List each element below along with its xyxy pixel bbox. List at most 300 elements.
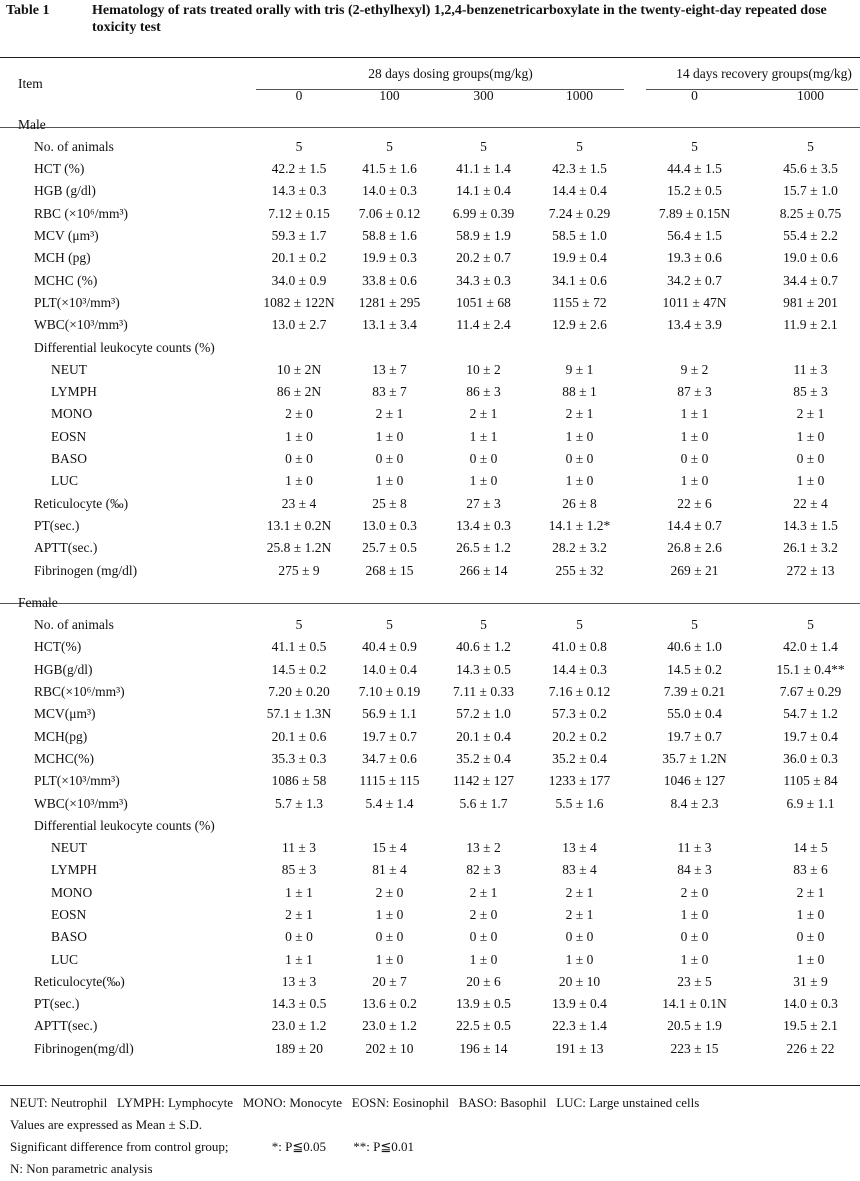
section-title-row <box>0 582 860 614</box>
table-row <box>0 949 860 971</box>
row-label: HCT(%) <box>34 639 82 655</box>
cell-value: 7.39 ± 0.21 <box>663 684 726 700</box>
cell-value: 20 ± 10 <box>558 973 601 989</box>
footnotes <box>10 1092 699 1180</box>
cell-value: 2 ± 0 <box>375 884 404 900</box>
table-row <box>0 470 860 492</box>
cell-value: 88 ± 1 <box>562 384 597 400</box>
cell-value: 35.2 ± 0.4 <box>552 750 607 766</box>
table-row <box>0 1015 860 1037</box>
cell-value: 1 ± 0 <box>565 428 594 444</box>
cell-value: 35.2 ± 0.4 <box>456 750 511 766</box>
section-title-female: Female <box>18 594 58 610</box>
cell-value <box>343 337 436 359</box>
cell-value: 34.7 ± 0.6 <box>362 750 417 766</box>
cell-value: 1 ± 0 <box>375 951 404 967</box>
cell-value: 5 <box>691 138 698 154</box>
cell-value: 7.20 ± 0.20 <box>268 684 330 700</box>
row-label: HGB(g/dl) <box>34 661 93 677</box>
row-label: LYMPH <box>51 862 97 878</box>
cell-value: 26.5 ± 1.2 <box>456 540 511 556</box>
cell-value: 13.0 ± 0.3 <box>362 517 417 533</box>
cell-value: 20 ± 7 <box>372 973 407 989</box>
table-row <box>0 926 860 948</box>
cell-value: 6.9 ± 1.1 <box>786 795 835 811</box>
row-label: BASO <box>51 929 88 945</box>
cell-value: 1 ± 0 <box>469 951 498 967</box>
cell-value: 14.4 ± 0.4 <box>552 183 607 199</box>
cell-value: 1 ± 0 <box>796 428 825 444</box>
cell-value: 26 ± 8 <box>562 495 597 511</box>
cell-value: 1 ± 0 <box>565 951 594 967</box>
table-row <box>0 314 860 336</box>
cell-value: 85 ± 3 <box>281 862 317 878</box>
cell-value: 6.99 ± 0.39 <box>452 205 515 221</box>
cell-value: 2 ± 1 <box>375 406 404 422</box>
cell-value: 19.5 ± 2.1 <box>783 1018 838 1034</box>
cell-value: 1 ± 1 <box>285 951 313 967</box>
hematology-table <box>0 63 860 1060</box>
cell-value: 22.5 ± 0.5 <box>456 1018 511 1034</box>
cell-value <box>531 815 628 837</box>
cell-value: 14.0 ± 0.3 <box>783 996 838 1012</box>
table-row <box>0 515 860 537</box>
cell-value: 5 <box>480 138 487 154</box>
cell-value: 1155 ± 72 <box>552 294 607 310</box>
cell-value: 59.3 ± 1.7 <box>271 228 327 244</box>
row-label: RBC (×10⁶/mm³) <box>34 205 128 221</box>
cell-value: 0 ± 0 <box>796 929 825 945</box>
section-title-row <box>0 108 860 136</box>
row-label: Fibrinogen(mg/dl) <box>34 1040 134 1056</box>
table-row <box>0 158 860 180</box>
cell-value: 5 <box>691 617 698 633</box>
cell-value: 189 ± 20 <box>275 1040 323 1056</box>
cell-value: 13.9 ± 0.4 <box>552 996 607 1012</box>
cell-value <box>255 815 343 837</box>
cell-value: 11.9 ± 2.1 <box>783 317 838 333</box>
table-row <box>0 270 860 292</box>
row-label: APTT(sec.) <box>34 540 98 556</box>
header-row-groups <box>0 63 860 85</box>
cell-value: 1 ± 0 <box>469 473 498 489</box>
cell-value: 1281 ± 295 <box>358 294 421 310</box>
cell-value: 23.0 ± 1.2 <box>271 1018 327 1034</box>
cell-value: 1 ± 0 <box>796 906 825 922</box>
table-row <box>0 1038 860 1060</box>
cell-value: 13.1 ± 0.2N <box>266 517 332 533</box>
cell-value: 58.5 ± 1.0 <box>552 228 607 244</box>
cell-value: 9 ± 1 <box>565 361 594 377</box>
cell-value: 5 <box>295 138 303 154</box>
footnote-abbreviations: NEUT: Neutrophil LYMPH: Lymphocyte MONO: Monocyte EOSN: Eosinophil BASO: Basophil LUC: Large unstained cells <box>10 1095 700 1110</box>
cell-value: 7.10 ± 0.19 <box>358 684 421 700</box>
cell-value: 20.2 ± 0.7 <box>456 250 511 266</box>
row-label: PT(sec.) <box>34 517 80 533</box>
cell-value: 26.8 ± 2.6 <box>667 540 722 556</box>
row-label: MCH(pg) <box>34 728 88 744</box>
cell-value: 2 ± 1 <box>469 406 498 422</box>
cell-value: 9 ± 2 <box>680 361 709 377</box>
table-row <box>0 537 860 559</box>
header-recovery-group: 14 days recovery groups(mg/kg) <box>676 66 852 81</box>
cell-value: 81 ± 4 <box>372 862 407 878</box>
cell-value: 7.11 ± 0.33 <box>453 684 514 700</box>
cell-value: 83 ± 7 <box>372 384 407 400</box>
cell-value: 15.2 ± 0.5 <box>667 183 722 199</box>
cell-value: 40.4 ± 0.9 <box>362 639 417 655</box>
row-label: MCHC(%) <box>34 750 94 766</box>
cell-value <box>436 337 531 359</box>
cell-value: 23.0 ± 1.2 <box>362 1018 417 1034</box>
cell-value: 13 ± 2 <box>466 840 501 856</box>
cell-value: 7.06 ± 0.12 <box>358 205 421 221</box>
header-dose: 0 <box>295 88 303 104</box>
cell-value: 13.0 ± 2.7 <box>271 317 327 333</box>
cell-value: 266 ± 14 <box>459 562 508 578</box>
header-dose: 1000 <box>797 88 824 104</box>
cell-value: 1 ± 0 <box>375 906 404 922</box>
cell-value: 1082 ± 122N <box>263 294 335 310</box>
cell-value: 5.7 ± 1.3 <box>275 795 323 811</box>
cell-value: 1 ± 0 <box>565 473 594 489</box>
header-dosing-group: 28 days dosing groups(mg/kg) <box>368 66 533 81</box>
cell-value: 22 ± 4 <box>793 495 828 511</box>
row-label: LYMPH <box>51 384 97 400</box>
cell-value <box>531 337 628 359</box>
cell-value: 36.0 ± 0.3 <box>783 750 838 766</box>
row-label: WBC(×10³/mm³) <box>34 795 128 811</box>
cell-value: 14.3 ± 1.5 <box>783 517 838 533</box>
cell-value: 10 ± 2N <box>276 361 322 377</box>
row-label: APTT(sec.) <box>34 1018 98 1034</box>
male-section <box>0 108 860 582</box>
cell-value: 7.89 ± 0.15N <box>658 205 731 221</box>
cell-value: 22 ± 6 <box>677 495 712 511</box>
cell-value: 196 ± 14 <box>459 1040 508 1056</box>
cell-value: 14.4 ± 0.7 <box>667 517 722 533</box>
cell-value: 20.1 ± 0.4 <box>456 728 511 744</box>
cell-value: 13.1 ± 3.4 <box>362 317 417 333</box>
cell-value: 1 ± 1 <box>469 428 498 444</box>
row-label: LUC <box>51 951 78 967</box>
table-row <box>0 837 860 859</box>
row-label: WBC(×10³/mm³) <box>34 317 128 333</box>
cell-value: 1 ± 0 <box>375 473 404 489</box>
cell-value: 2 ± 1 <box>285 906 313 922</box>
cell-value: 5 <box>576 617 583 633</box>
cell-value: 15.1 ± 0.4** <box>776 661 845 677</box>
cell-value: 14.0 ± 0.3 <box>362 183 417 199</box>
cell-value: 13 ± 7 <box>372 361 407 377</box>
cell-value: 2 ± 0 <box>285 406 313 422</box>
cell-value: 13.9 ± 0.5 <box>456 996 511 1012</box>
cell-value: 226 ± 22 <box>786 1040 835 1056</box>
cell-value: 1 ± 0 <box>285 428 313 444</box>
cell-value: 41.0 ± 0.8 <box>552 639 607 655</box>
table-row <box>0 614 860 636</box>
cell-value: 1 ± 1 <box>285 884 313 900</box>
cell-value: 0 ± 0 <box>285 451 313 467</box>
cell-value: 83 ± 4 <box>562 862 597 878</box>
cell-value: 0 ± 0 <box>680 451 709 467</box>
table-row <box>0 726 860 748</box>
footnote-significance <box>10 1136 699 1158</box>
cell-value: 56.4 ± 1.5 <box>667 228 722 244</box>
cell-value: 11.4 ± 2.4 <box>456 317 511 333</box>
table-row <box>0 748 860 770</box>
cell-value: 2 ± 0 <box>469 906 498 922</box>
cell-value: 7.67 ± 0.29 <box>779 684 842 700</box>
table-row <box>0 448 860 470</box>
row-label: NEUT <box>51 361 87 377</box>
table-row <box>0 882 860 904</box>
cell-value: 13.4 ± 3.9 <box>667 317 722 333</box>
table-row <box>0 203 860 225</box>
cell-value: 5 <box>480 617 487 633</box>
row-label: MCV (μm³) <box>34 228 99 244</box>
female-section <box>0 582 860 1060</box>
table-row <box>0 493 860 515</box>
cell-value: 5 <box>386 138 393 154</box>
row-label: MCHC (%) <box>34 272 98 288</box>
row-label: No. of animals <box>34 617 114 633</box>
row-label: PLT(×10³/mm³) <box>34 773 120 789</box>
cell-value: 10 ± 2 <box>466 361 501 377</box>
row-label: Reticulocyte(‰) <box>34 973 125 989</box>
cell-value: 1 ± 0 <box>796 951 825 967</box>
cell-value: 1 ± 0 <box>285 473 313 489</box>
cell-value: 31 ± 9 <box>793 973 828 989</box>
cell-value: 0 ± 0 <box>469 929 498 945</box>
row-label: MCV(μm³) <box>34 706 96 722</box>
table-label: Table 1 <box>6 3 50 18</box>
cell-value: 27 ± 3 <box>466 495 501 511</box>
footnote-sig-label: Significant difference from control group; <box>10 1139 229 1154</box>
cell-value: 14.1 ± 1.2* <box>548 517 611 533</box>
cell-value: 57.1 ± 1.3N <box>266 706 332 722</box>
cell-value: 14.1 ± 0.4 <box>456 183 511 199</box>
cell-value: 1046 ± 127 <box>663 773 726 789</box>
cell-value: 7.24 ± 0.29 <box>548 205 611 221</box>
table-row <box>0 180 860 202</box>
cell-value: 34.3 ± 0.3 <box>456 272 511 288</box>
cell-value: 45.6 ± 3.5 <box>783 161 838 177</box>
row-label: EOSN <box>51 906 87 922</box>
table-row <box>0 659 860 681</box>
row-label: PLT(×10³/mm³) <box>34 294 120 310</box>
cell-value: 5.5 ± 1.6 <box>555 795 604 811</box>
table-row <box>0 793 860 815</box>
table-row <box>0 359 860 381</box>
cell-value: 1 ± 0 <box>375 428 404 444</box>
table-row <box>0 971 860 993</box>
row-label: Reticulocyte (‰) <box>34 495 129 511</box>
cell-value: 0 ± 0 <box>565 451 594 467</box>
cell-value: 14.0 ± 0.4 <box>362 661 417 677</box>
cell-value: 1051 ± 68 <box>456 294 511 310</box>
cell-value: 2 ± 1 <box>469 884 498 900</box>
cell-value: 83 ± 6 <box>793 862 828 878</box>
table-row <box>0 681 860 703</box>
cell-value: 13 ± 3 <box>281 973 317 989</box>
cell-value: 26.1 ± 3.2 <box>783 540 838 556</box>
cell-value: 25 ± 8 <box>372 495 407 511</box>
cell-value: 20 ± 6 <box>466 973 501 989</box>
cell-value: 20.1 ± 0.6 <box>271 728 327 744</box>
row-label: HCT (%) <box>34 161 85 177</box>
cell-value: 20.2 ± 0.2 <box>552 728 607 744</box>
footnote-values: Values are expressed as Mean ± S.D. <box>10 1117 202 1132</box>
cell-value: 275 ± 9 <box>278 562 320 578</box>
cell-value: 54.7 ± 1.2 <box>783 706 838 722</box>
row-label: HGB (g/dl) <box>34 183 96 199</box>
table-row <box>0 815 860 837</box>
cell-value: 191 ± 13 <box>555 1040 604 1056</box>
table-row <box>0 247 860 269</box>
cell-value: 19.0 ± 0.6 <box>783 250 838 266</box>
cell-value <box>761 337 860 359</box>
cell-value: 19.7 ± 0.4 <box>783 728 838 744</box>
cell-value: 42.2 ± 1.5 <box>271 161 327 177</box>
cell-value: 35.3 ± 0.3 <box>271 750 327 766</box>
footnote-sig-1: *: P≦0.05 <box>271 1139 327 1154</box>
table-row <box>0 560 860 582</box>
cell-value: 0 ± 0 <box>375 929 404 945</box>
cell-value: 2 ± 1 <box>565 884 594 900</box>
cell-value: 41.1 ± 0.5 <box>271 639 327 655</box>
table-row <box>0 403 860 425</box>
cell-value: 28.2 ± 3.2 <box>552 540 607 556</box>
cell-value: 269 ± 21 <box>670 562 719 578</box>
cell-value: 2 ± 1 <box>796 884 825 900</box>
footnote-sig-2: **: P≦0.01 <box>353 1139 414 1154</box>
cell-value: 14.1 ± 0.1N <box>662 996 727 1012</box>
cell-value: 2 ± 1 <box>565 406 594 422</box>
cell-value: 1142 ± 127 <box>453 773 514 789</box>
cell-value: 19.9 ± 0.3 <box>362 250 417 266</box>
cell-value: 1 ± 0 <box>680 473 709 489</box>
cell-value: 1 ± 0 <box>680 428 709 444</box>
table-row <box>0 381 860 403</box>
table-row <box>0 859 860 881</box>
cell-value: 202 ± 10 <box>365 1040 414 1056</box>
table-row <box>0 136 860 158</box>
cell-value: 20.1 ± 0.2 <box>271 250 327 266</box>
header-dose: 300 <box>473 88 494 104</box>
cell-value: 1233 ± 177 <box>548 773 611 789</box>
cell-value: 14 ± 5 <box>793 840 828 856</box>
cell-value <box>436 815 531 837</box>
cell-value: 58.9 ± 1.9 <box>456 228 511 244</box>
row-label: MONO <box>51 884 93 900</box>
table-row <box>0 703 860 725</box>
cell-value: 7.12 ± 0.15 <box>268 205 330 221</box>
cell-value: 34.2 ± 0.7 <box>667 272 722 288</box>
table-row <box>0 426 860 448</box>
cell-value: 58.8 ± 1.6 <box>362 228 417 244</box>
cell-value: 14.5 ± 0.2 <box>271 661 327 677</box>
cell-value: 19.3 ± 0.6 <box>667 250 722 266</box>
cell-value: 8.25 ± 0.75 <box>779 205 842 221</box>
cell-value: 22.3 ± 1.4 <box>552 1018 607 1034</box>
row-label: MCH (pg) <box>34 250 91 266</box>
cell-value: 13 ± 4 <box>562 840 597 856</box>
cell-value: 0 ± 0 <box>565 929 594 945</box>
table-row <box>0 770 860 792</box>
cell-value: 5 <box>807 617 814 633</box>
cell-value: 19.7 ± 0.7 <box>667 728 722 744</box>
cell-value: 5 <box>295 617 303 633</box>
cell-value: 87 ± 3 <box>677 384 712 400</box>
cell-value: 1 ± 1 <box>680 406 709 422</box>
cell-value <box>761 815 860 837</box>
cell-value: 13.6 ± 0.2 <box>362 996 417 1012</box>
cell-value: 14.3 ± 0.5 <box>456 661 511 677</box>
cell-value: 86 ± 2N <box>276 384 322 400</box>
cell-value: 55.0 ± 0.4 <box>667 706 722 722</box>
cell-value: 5.4 ± 1.4 <box>365 795 414 811</box>
cell-value: 15 ± 4 <box>372 840 407 856</box>
row-label: Fibrinogen (mg/dl) <box>34 562 138 578</box>
row-label: Differential leukocyte counts (%) <box>34 817 215 833</box>
row-label: BASO <box>51 451 88 467</box>
cell-value: 14.3 ± 0.3 <box>271 183 327 199</box>
cell-value: 84 ± 3 <box>677 862 712 878</box>
bottom-rule <box>0 1085 860 1086</box>
cell-value: 5 <box>576 138 583 154</box>
cell-value: 33.8 ± 0.6 <box>362 272 417 288</box>
cell-value: 15.7 ± 1.0 <box>783 183 838 199</box>
cell-value: 1105 ± 84 <box>783 773 838 789</box>
cell-value: 25.8 ± 1.2N <box>266 540 332 556</box>
cell-value: 41.5 ± 1.6 <box>362 161 417 177</box>
cell-value: 55.4 ± 2.2 <box>783 228 838 244</box>
table-row <box>0 636 860 658</box>
cell-value: 5 <box>386 617 393 633</box>
cell-value: 8.4 ± 2.3 <box>670 795 719 811</box>
cell-value: 23 ± 4 <box>281 495 317 511</box>
row-label: EOSN <box>51 428 87 444</box>
cell-value: 1011 ± 47N <box>662 294 727 310</box>
cell-value: 2 ± 1 <box>796 406 825 422</box>
cell-value: 1 ± 0 <box>680 906 709 922</box>
cell-value: 41.1 ± 1.4 <box>456 161 511 177</box>
cell-value: 19.9 ± 0.4 <box>552 250 607 266</box>
cell-value: 44.4 ± 1.5 <box>667 161 722 177</box>
cell-value: 82 ± 3 <box>466 862 501 878</box>
cell-value: 1086 ± 58 <box>271 773 327 789</box>
cell-value: 56.9 ± 1.1 <box>362 706 417 722</box>
cell-value: 255 ± 32 <box>555 562 604 578</box>
cell-value: 981 ± 201 <box>783 294 838 310</box>
cell-value: 42.0 ± 1.4 <box>783 639 838 655</box>
cell-value: 34.1 ± 0.6 <box>552 272 607 288</box>
cell-value: 34.4 ± 0.7 <box>783 272 838 288</box>
cell-value: 14.5 ± 0.2 <box>667 661 722 677</box>
cell-value: 25.7 ± 0.5 <box>362 540 417 556</box>
top-rule <box>0 57 860 58</box>
cell-value: 42.3 ± 1.5 <box>552 161 607 177</box>
cell-value: 40.6 ± 1.0 <box>667 639 722 655</box>
cell-value: 0 ± 0 <box>469 451 498 467</box>
cell-value: 23 ± 5 <box>677 973 712 989</box>
cell-value: 5 <box>807 138 814 154</box>
header-dose: 0 <box>691 88 698 104</box>
cell-value: 0 ± 0 <box>285 929 313 945</box>
row-label: LUC <box>51 473 78 489</box>
cell-value: 272 ± 13 <box>786 562 835 578</box>
